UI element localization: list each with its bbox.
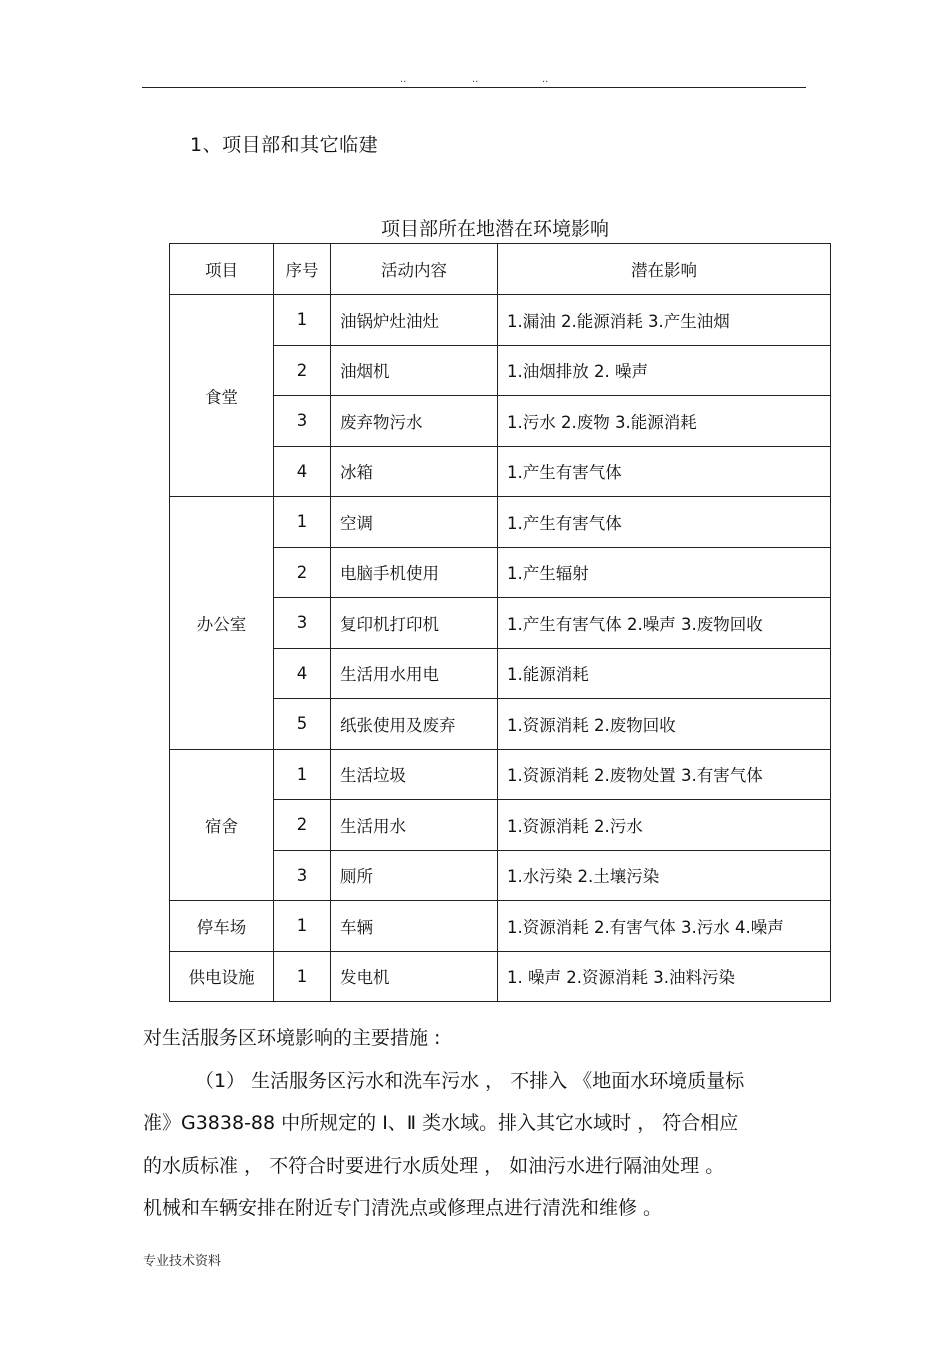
activity-cell: 车辆 bbox=[331, 901, 498, 952]
group-name-cell: 停车场 bbox=[170, 901, 274, 952]
group-name-cell: 办公室 bbox=[170, 497, 274, 750]
activity-cell: 生活垃圾 bbox=[331, 749, 498, 800]
group-name-cell: 食堂 bbox=[170, 295, 274, 497]
number-cell: 2 bbox=[274, 345, 331, 396]
number-cell: 1 bbox=[274, 951, 331, 1002]
number-cell: 1 bbox=[274, 295, 331, 346]
activity-cell: 厕所 bbox=[331, 850, 498, 901]
activity-cell: 油锅炉灶油灶 bbox=[331, 295, 498, 346]
measures-section bbox=[143, 1017, 815, 1230]
column-header-impact: 潜在影响 bbox=[498, 244, 831, 295]
group-name-cell: 供电设施 bbox=[170, 951, 274, 1002]
table-row bbox=[170, 295, 831, 346]
group-name-cell: 宿舍 bbox=[170, 749, 274, 901]
activity-cell: 冰箱 bbox=[331, 446, 498, 497]
activity-cell: 油烟机 bbox=[331, 345, 498, 396]
activity-cell: 生活用水用电 bbox=[331, 648, 498, 699]
activity-cell: 生活用水 bbox=[331, 800, 498, 851]
table-body bbox=[170, 295, 831, 1002]
table-title: 项目部所在地潜在环境影响 bbox=[380, 218, 609, 240]
number-cell: 3 bbox=[274, 850, 331, 901]
header-mark: .. bbox=[400, 74, 407, 85]
measures-line: 准》G3838-88 中所规定的 Ⅰ、Ⅱ 类水域。排入其它水域时 ， 符合相应 bbox=[143, 1112, 739, 1134]
page-header-marks bbox=[142, 62, 806, 88]
environmental-impact-table bbox=[169, 243, 831, 1002]
header-mark: .. bbox=[472, 74, 479, 85]
number-cell: 1 bbox=[274, 749, 331, 800]
table-row bbox=[170, 497, 831, 548]
column-header-item: 项目 bbox=[170, 244, 274, 295]
table-row bbox=[170, 749, 831, 800]
table-header-row bbox=[170, 244, 831, 295]
activity-cell: 空调 bbox=[331, 497, 498, 548]
activity-cell: 纸张使用及废弃 bbox=[331, 699, 498, 750]
header-rule bbox=[142, 87, 806, 88]
impact-cell: 1.产生有害气体 bbox=[498, 497, 831, 548]
measures-line: （1） 生活服务区污水和洗车污水 ， 不排入 《地面水环境质量标 bbox=[195, 1069, 745, 1092]
number-cell: 3 bbox=[274, 598, 331, 649]
column-header-activity: 活动内容 bbox=[331, 244, 498, 295]
impact-cell: 1. 噪声 2.资源消耗 3.油料污染 bbox=[498, 951, 831, 1002]
impact-cell: 1.产生有害气体 bbox=[498, 446, 831, 497]
number-cell: 3 bbox=[274, 396, 331, 447]
impact-cell: 1.产生辐射 bbox=[498, 547, 831, 598]
impact-cell: 1.污水 2.废物 3.能源消耗 bbox=[498, 396, 831, 447]
activity-cell: 发电机 bbox=[331, 951, 498, 1002]
impact-cell: 1.资源消耗 2.废物回收 bbox=[498, 699, 831, 750]
impact-cell: 1.资源消耗 2.污水 bbox=[498, 800, 831, 851]
impact-cell: 1.漏油 2.能源消耗 3.产生油烟 bbox=[498, 295, 831, 346]
impact-cell: 1.油烟排放 2. 噪声 bbox=[498, 345, 831, 396]
measures-heading: 对生活服务区环境影响的主要措施 : bbox=[143, 1027, 441, 1049]
activity-cell: 废弃物污水 bbox=[331, 396, 498, 447]
activity-cell: 复印机打印机 bbox=[331, 598, 498, 649]
impact-cell: 1.水污染 2.土壤污染 bbox=[498, 850, 831, 901]
section-heading: 1、项目部和其它临建 bbox=[190, 134, 379, 156]
number-cell: 2 bbox=[274, 547, 331, 598]
table-row bbox=[170, 901, 831, 952]
number-cell: 2 bbox=[274, 800, 331, 851]
number-cell: 1 bbox=[274, 901, 331, 952]
number-cell: 5 bbox=[274, 699, 331, 750]
number-cell: 1 bbox=[274, 497, 331, 548]
table-row bbox=[170, 951, 831, 1002]
measures-line: 机械和车辆安排在附近专门清洗点或修理点进行清洗和维修 。 bbox=[143, 1197, 663, 1219]
page-footer: 专业技术资料 bbox=[143, 1254, 222, 1269]
impact-cell: 1.能源消耗 bbox=[498, 648, 831, 699]
number-cell: 4 bbox=[274, 446, 331, 497]
number-cell: 4 bbox=[274, 648, 331, 699]
impact-cell: 1.产生有害气体 2.噪声 3.废物回收 bbox=[498, 598, 831, 649]
activity-cell: 电脑手机使用 bbox=[331, 547, 498, 598]
header-mark: .. bbox=[542, 74, 549, 85]
measures-line: 的水质标准 ， 不符合时要进行水质处理 ， 如油污水进行隔油处理 。 bbox=[143, 1154, 725, 1177]
column-header-number: 序号 bbox=[274, 244, 331, 295]
impact-cell: 1.资源消耗 2.废物处置 3.有害气体 bbox=[498, 749, 831, 800]
impact-cell: 1.资源消耗 2.有害气体 3.污水 4.噪声 bbox=[498, 901, 831, 952]
